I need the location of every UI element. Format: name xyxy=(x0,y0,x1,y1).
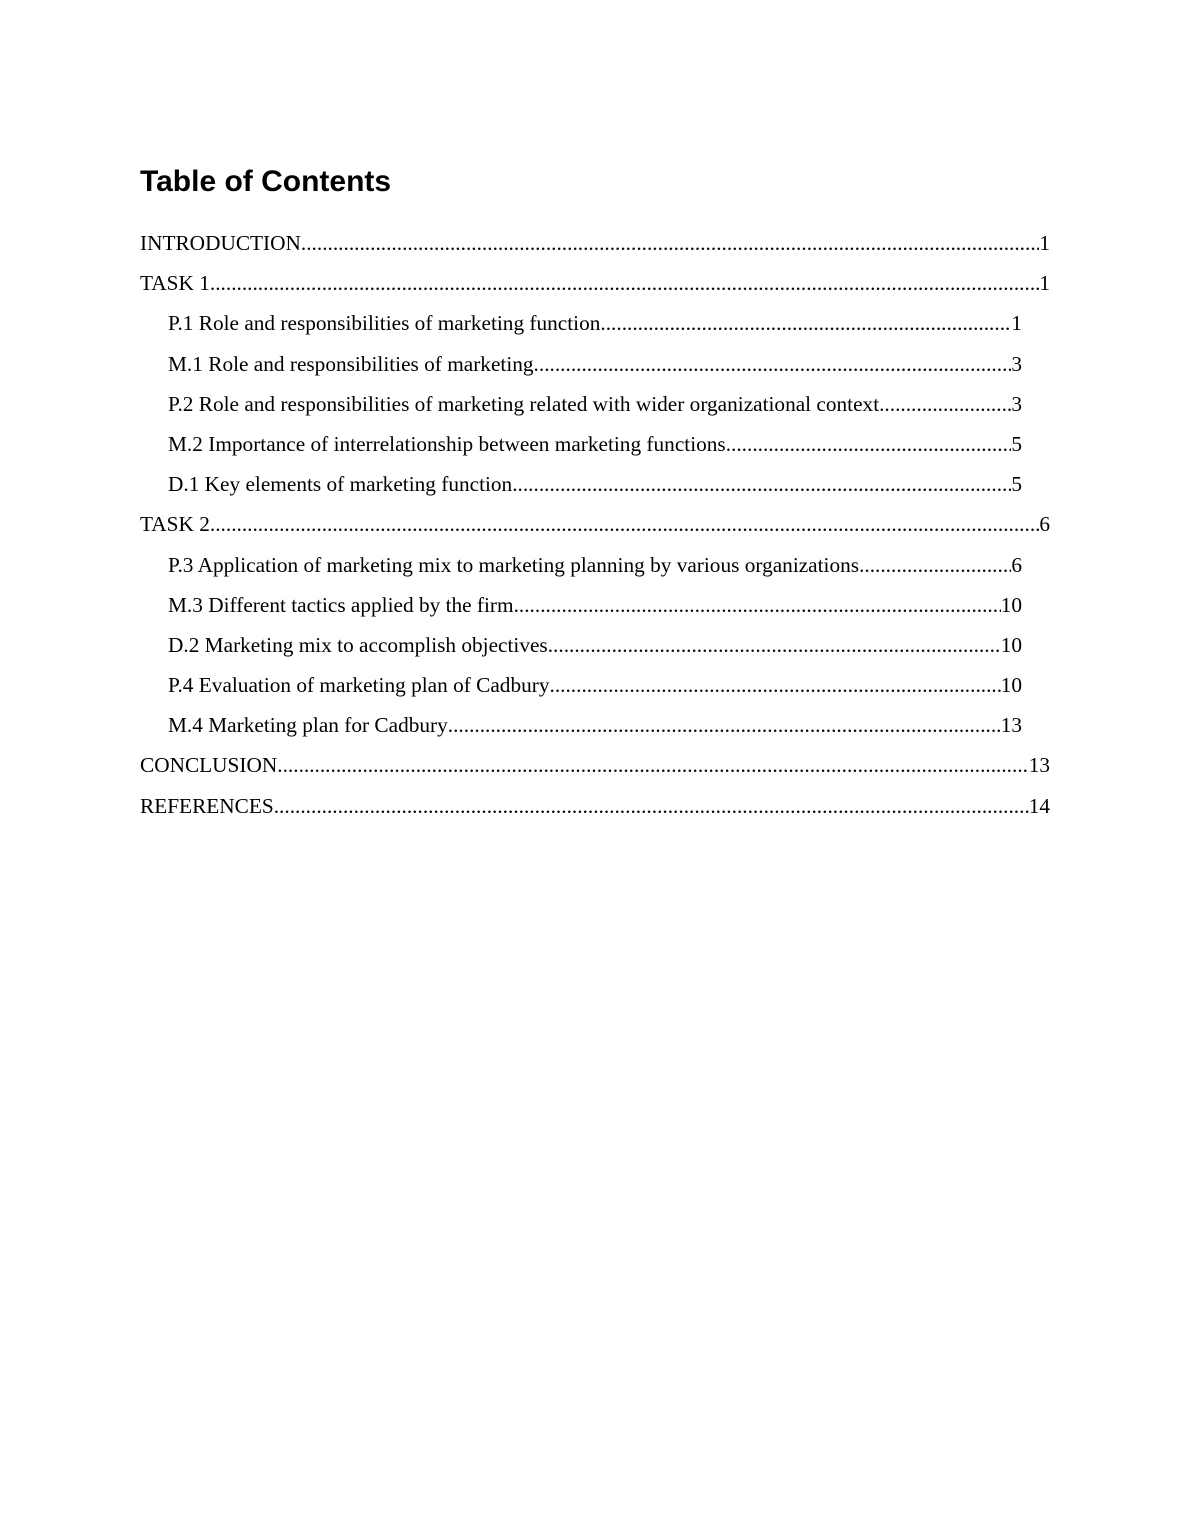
toc-entry-p1[interactable] xyxy=(168,305,1022,345)
toc-entry-task-2[interactable] xyxy=(140,506,1050,546)
toc-entry-page-number: 10 xyxy=(1000,592,1022,617)
dot-leader xyxy=(210,506,1039,542)
dot-leader xyxy=(448,707,1001,743)
toc-entry-page-number: 3 xyxy=(1011,351,1022,376)
toc-entry-d1[interactable] xyxy=(168,466,1022,506)
dot-leader xyxy=(277,747,1028,783)
toc-entry-label: CONCLUSION xyxy=(140,753,278,778)
dot-leader xyxy=(514,587,1001,623)
toc-entry-page-number: 1 xyxy=(1039,271,1050,296)
toc-entry-m1[interactable] xyxy=(168,346,1022,386)
toc-entry-page-number: 10 xyxy=(1000,673,1022,698)
toc-entry-m3[interactable] xyxy=(168,587,1022,627)
toc-entry-introduction[interactable] xyxy=(140,225,1050,265)
toc-entry-label: M.3 Different tactics applied by the firm xyxy=(168,592,514,617)
toc-entry-m4[interactable] xyxy=(168,707,1022,747)
toc-entry-label: P.2 Role and responsibilities of marketing related with wider organizational context xyxy=(168,391,880,416)
toc-entry-page-number: 10 xyxy=(1000,632,1022,657)
toc-entry-label: P.1 Role and responsibilities of marketing function xyxy=(168,311,601,336)
toc-entry-page-number: 13 xyxy=(1000,713,1022,738)
toc-entry-p2[interactable] xyxy=(168,386,1022,426)
dot-leader xyxy=(859,547,1011,583)
toc-entry-conclusion[interactable] xyxy=(140,747,1050,787)
toc-entry-label: REFERENCES xyxy=(140,793,274,818)
toc-entry-page-number: 3 xyxy=(1011,391,1022,416)
toc-entry-page-number: 1 xyxy=(1039,231,1050,255)
toc-entry-references[interactable] xyxy=(140,788,1050,828)
dot-leader xyxy=(879,386,1011,422)
toc-entry-task-1[interactable] xyxy=(140,265,1050,305)
dot-leader xyxy=(534,346,1012,382)
toc-entry-p3[interactable] xyxy=(168,547,1022,587)
dot-leader xyxy=(726,426,1012,462)
dot-leader xyxy=(600,305,1011,341)
toc-entry-p4[interactable] xyxy=(168,667,1022,707)
toc-entry-page-number: 5 xyxy=(1011,472,1022,497)
dot-leader xyxy=(548,627,1001,663)
dot-leader xyxy=(550,667,1001,703)
toc-entry-label: M.2 Importance of interrelationship between marketing functions xyxy=(168,431,726,456)
toc-entry-label: D.1 Key elements of marketing function xyxy=(168,472,513,497)
toc-list xyxy=(140,225,1050,828)
toc-entry-label: INTRODUCTION xyxy=(140,231,301,255)
toc-entry-page-number: 5 xyxy=(1011,431,1022,456)
toc-entry-label: P.4 Evaluation of marketing plan of Cadbury xyxy=(168,673,550,698)
dot-leader xyxy=(301,225,1039,261)
toc-entry-label: TASK 1 xyxy=(140,271,210,296)
toc-entry-page-number: 6 xyxy=(1039,512,1050,537)
dot-leader xyxy=(210,265,1039,301)
toc-entry-m2[interactable] xyxy=(168,426,1022,466)
toc-entry-page-number: 13 xyxy=(1028,753,1050,778)
toc-entry-label: D.2 Marketing mix to accomplish objectives xyxy=(168,632,548,657)
toc-entry-d2[interactable] xyxy=(168,627,1022,667)
toc-entry-page-number: 14 xyxy=(1028,793,1050,818)
toc-entry-page-number: 1 xyxy=(1011,311,1022,336)
toc-entry-label: M.1 Role and responsibilities of marketing xyxy=(168,351,534,376)
toc-entry-page-number: 6 xyxy=(1011,552,1022,577)
toc-heading: Table of Contents xyxy=(140,165,392,198)
toc-entry-label: TASK 2 xyxy=(140,512,210,537)
dot-leader xyxy=(512,466,1011,502)
dot-leader xyxy=(274,788,1029,824)
toc-entry-label: P.3 Application of marketing mix to marketing planning by various organizations xyxy=(168,552,860,577)
toc-entry-label: M.4 Marketing plan for Cadbury xyxy=(168,713,448,738)
